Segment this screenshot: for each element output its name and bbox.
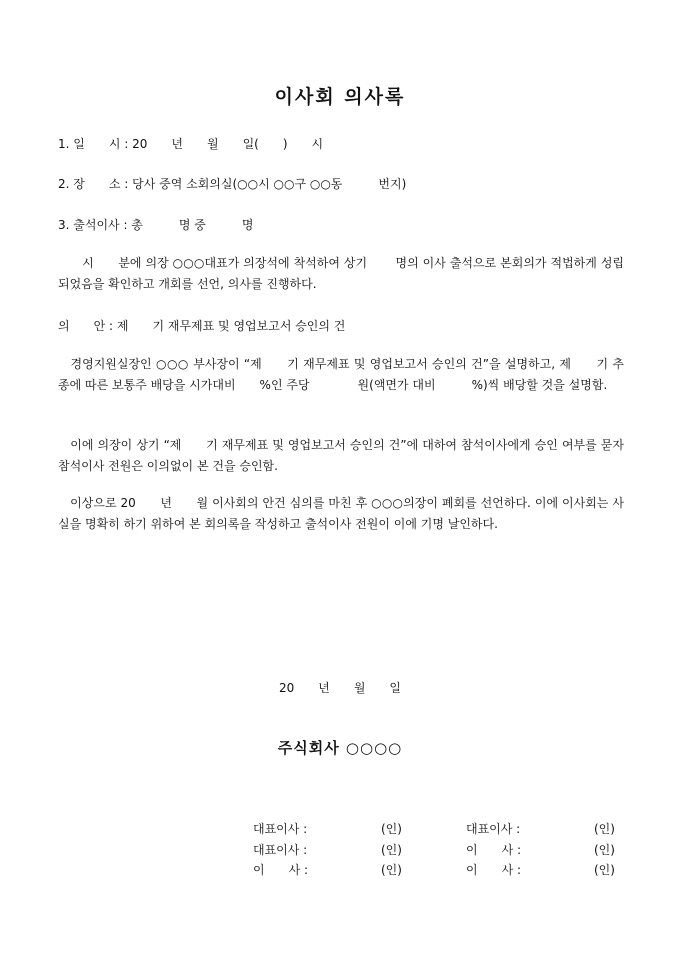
document-date: 20 년 월 일 [278, 681, 402, 695]
paragraph-closing: 이상으로 20 년 월 이사회의 안건 심의를 마친 후 ○○○의장이 폐회를 선언하다. 이에 이사회는 사실을 명확히 하기 위하여 본 회의록을 작성하고 출석이사 전원이 이에 기명 날인하다. [58, 496, 624, 531]
company-name: 주식회사 ○○○○ [277, 739, 403, 757]
signature-seal: (인) [381, 843, 402, 857]
paragraph-agenda: 의 안 : 제 기 재무제표 및 영업보고서 승인의 건 [58, 319, 346, 333]
signature-seal: (인) [594, 822, 615, 836]
signature-seal: (인) [381, 863, 402, 877]
signature-label: 대표이사 : [466, 822, 521, 836]
item-place: 2. 장 소 : 당사 중역 소회의실(○○시 ○○구 ○○동 번지) [58, 177, 407, 191]
signature-seal: (인) [381, 822, 402, 836]
signature-label: 대표이사 : [253, 822, 308, 836]
signature-seal: (인) [594, 843, 615, 857]
paragraph-approval: 이에 의장이 상기 “제 기 재무제표 및 영업보고서 승인의 건”에 대하여 참석이사에게 승인 여부를 묻자 참석이사 전원은 이의없이 본 건을 승인함. [58, 438, 628, 473]
paragraph-opening: 시 분에 의장 ○○○대표가 의장석에 착석하여 상기 명의 이사 출석으로 본회의가 적법하게 성립되었음을 확인하고 개회를 선언, 의사를 진행하다. [58, 256, 624, 291]
document-title: 이사회 의사록 [274, 86, 406, 108]
item-attendance: 3. 출석이사 : 총 명 중 명 [58, 218, 254, 232]
item-date-time: 1. 일 시 : 20 년 월 일( ) 시 [58, 137, 324, 151]
paragraph-explanation: 경영지원실장인 ○○○ 부사장이 “제 기 재무제표 및 영업보고서 승인의 건”을 설명하고, 제 기 추종에 따른 보통주 배당을 시가대비 %인 주당 원(액면가 대비 %)씩 배당할 것을 설명함. [58, 357, 624, 392]
signature-label: 이 사 : [466, 843, 522, 857]
signature-label: 대표이사 : [253, 843, 308, 857]
signature-label: 이 사 : [466, 863, 522, 877]
signature-label: 이 사 : [253, 863, 309, 877]
signature-seal: (인) [594, 863, 615, 877]
